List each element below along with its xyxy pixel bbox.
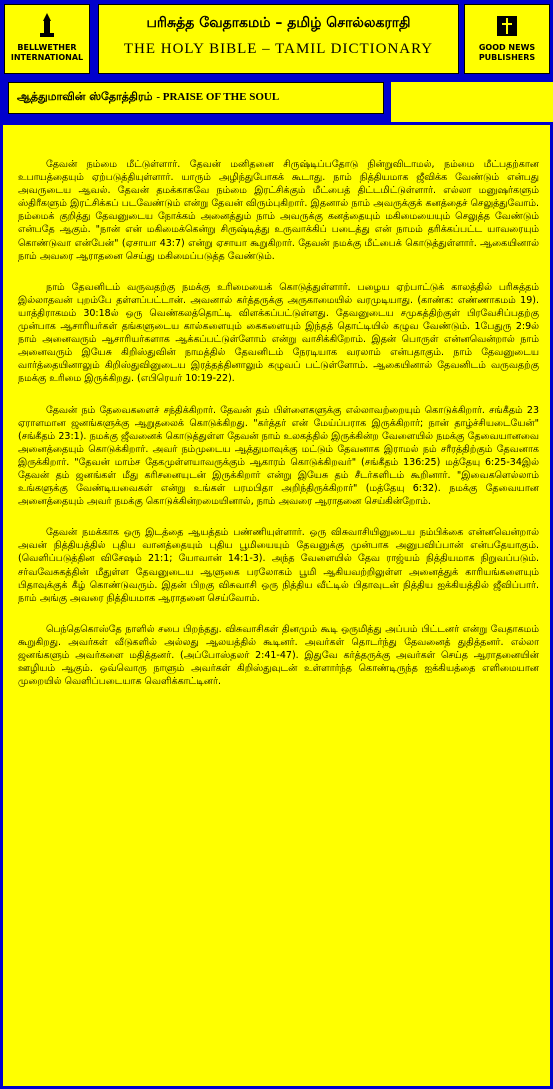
paragraph: தேவன் நமக்காக ஒரு இடத்தை ஆயத்தம் பண்ணியுள்ளார். ஒரு விசுவாசியினுடைய நம்பிக்கை என்னவென்றால் அவன் நித்தியத்தில் புதிய வானத்தையும் புதிய பூமியையும் தேவனுக்கு முன்பாக அனுபவிப்பான் என்பதேயாகும். (வெளிப்படுத்தின விசேஷம் 21:1; யோவான் 14:1-3). அந்த வேளையில் தேவ ராஜ்யம் நித்தியமாக நிறுவப்படும். சர்வவேசுகத்தின் மீதுள்ள தேவனுடைய ஆளுகை பரலோகம் பூமி ஆகியவற்றிலுள்ள அனைத்துக் காரியங்களையும் பிதாவுக்குக் கீழ் கொண்டுவரும். இதன் பிறகு விசுவாசி ஒரு நித்திய வீட்டில் பிதாவுடன் நித்திய ஐக்கியத்தில் ஜீவிப்பார். நாம் அங்கு அவரை நித்தியமாக ஆராதனை செய்வோம். xyxy=(18,527,539,604)
article-body xyxy=(18,158,539,706)
title-english: THE HOLY BIBLE – TAMIL DICTIONARY xyxy=(123,41,434,57)
left-logo-text: BELLWETHER INTERNATIONAL xyxy=(10,43,84,62)
book-icon xyxy=(492,11,522,41)
good-news-logo[interactable] xyxy=(464,4,550,74)
paragraph: நாம் தேவனிடம் வருவதற்கு நமக்கு உரிமையைக் கொடுத்துள்ளார். பழைய ஏற்பாட்டுக் காலத்தில் பரிசுத்தம் இல்லாதவன் புறம்பே தள்ளப்பட்டான். அவனால் கர்த்தருக்கு அருகாமையில் வரமுடியாது. (காண்க: எண்ணாகமம் 19). யாத்திராகமம் 30:18ல் ஒரு வெண்கலத்தொட்டி விளக்கப்பட்டுள்ளது. தேவனுடைய சமுகத்திற்குள் பிரவேசிப்பதற்கு முன்பாக ஆசாரியர்கள் தங்களுடைய கால்களையும் கைகளையும் இந்தத் தொட்டியில் கழுவ வேண்டும். 1பேதுரு 2:9ல் நாம் அனைவரும் ஆசாரியர்களாக ஆக்கப்பட்டுள்ளோம் என்று வாசிக்கிறோம். இதன் பொருள் என்னவென்றால் நாம் அனைவரும் இயேசு கிறிஸ்துவின் நாமத்தில் தேவனிடம் நேரடியாக வரலாம் என்பதாகும். நாம் தேவனுடைய வார்த்தையினாலும் கிறிஸ்துவினுடைய இரத்தத்தினாலும் கழுவப் பட்டுள்ளோம். ஆகையினால் தேவனிடம் வருவதற்கு நமக்கு உரிமை இருக்கிறது. (எபிரெயர் 10:19-22). xyxy=(18,281,539,385)
section-title-english: - PRAISE OF THE SOUL xyxy=(156,91,280,103)
section-title-tamil: ஆத்துமாவின் ஸ்தோத்திரம் xyxy=(17,90,153,103)
title-tamil: பரிசுத்த வேதாகமம் – தமிழ் சொல்லகராதி xyxy=(146,15,411,31)
bellwether-logo[interactable] xyxy=(4,4,90,74)
paragraph: தேவன் நம் தேவைகளைச் சந்திக்கிறார். தேவன் தம் பிள்ளைகளுக்கு எல்லாவற்றையும் கொடுக்கிறார். சங்கீதம் 23 ஏராளமான ஜனங்களுக்கு ஆறுதலைக் கொடுக்கிறது. "கர்த்தர் என் மேய்ப்பராக இருக்கிறார்; நான் தாழ்ச்சியடையேன்" (சங்கீதம் 23:1). நமக்கு ஜீவனைக் கொடுத்துள்ள தேவன் நாம் உலகத்தில் இருக்கின்ற வேளையில் நமக்கு தேவையானவை அனைத்தையும் கொடுக்கிறார். அவர் நம்முடைய ஆத்துமாவுக்கு மட்டும் தேவனாக இராமல் நம் சரீரத்திற்கும் தேவனாக இருக்கிறார். "தேவன் மாம்ச தேகமுள்ளயாவருக்கும் ஆகாரம் கொடுக்கிறவர்" (சங்கீதம் 136:25) மத்தேயு 6:25-34இல் தேவன் தம் ஜனங்கள் மீது கரிசனையுடன் இருக்கிறார் என்று இயேசு தம் சீடர்களிடம் கூறினார். "இவைகளெல்லாம் உங்களுக்கு வேண்டியவைகள் என்று உங்கள் பரமபிதா அறிந்திருக்கிறார்" (மத்தேயு 6:32). நமக்கு தேவையான அனைத்தையும் அவர் நமக்கு கொடுக்கின்றமையினால், நாம் அவரை ஆராதனை செய்கின்றோம். xyxy=(18,404,539,508)
right-logo-text: GOOD NEWS PUBLISHERS xyxy=(478,43,536,62)
section-title xyxy=(8,82,384,114)
paragraph: தேவன் நம்மை மீட்டுள்ளார். தேவன் மனிதனை சிருஷ்டிப்பதோடு நின்றுவிடாமல், நம்மை மீட்பதற்கான உபாயத்தையும் ஏற்படுத்தியுள்ளார். யாரும் அழிந்துபோகக் கூடாது. நாம் நித்தியமாக ஜீவிக்க வேண்டும் என்பது அவருடைய ஆவல். தேவன் தமக்காகவே நம்மை இரட்சிக்கும் மீட்பைத் திட்டமிட்டுள்ளார். எல்லா மனுஷர்களும் ஸ்திரீகளும் இரட்சிக்கப் படவேண்டும் என்று தேவன் விரும்புகிறார். இதனால் நாம் அவருக்குக் கனத்தைச் செலுத்துவோம். நம்மைக் குறித்து தேவனுடைய நோக்கம் அனைத்தும் நாம் அவருக்கு கனத்தையும் மகிமையையும் செலுத்த வேண்டும் என்பதே ஆகும். "நான் என் மகிமைக்கென்று சிருஷ்டித்து உருவாக்கிப் படைத்து என் நாமம் தரிக்கப்பட்ட யாவரையும் கொண்டுவா என்பேன்" (ஏசாயா 43:7) என்று ஏசாயா கூறுகிறார். தேவன் நமக்கு மீட்பைக் கொடுத்துள்ளார். ஆகையினால் நாம் அவரை ஆராதனை செய்து மகிமைப்படுத்த வேண்டும். xyxy=(18,159,539,262)
title-box xyxy=(98,4,459,74)
paragraph: பெந்தெகொஸ்தே நாளில் சபை பிறந்தது. விசுவாசிகள் தினமும் கூடி ஒருமித்து அப்பம் பிட்டனர் என்று வேதாகமம் கூறுகிறது. அவர்கள் வீடுகளில் அல்லது ஆலயத்தில் கூடினர். அவர்கள் தொடர்ந்து தேவனைத் துதித்தனர். எல்லா ஜனங்களும் அவர்களை மதித்தனர். (அப்போஸ்தலர் 2:41-47). இதுவே கர்த்தருக்கு அவர்கள் செய்த ஆராதனையின் ஊழியம் ஆகும். ஒவ்வொரு நாளும் அவர்கள் கிறிஸ்துவுடன் உள்ளார்ந்த கொண்டிருந்த ஐக்கியத்தை எளிமையான முறையில் வெளிப்படையாக வெளிக்காட்டினர். xyxy=(18,623,539,688)
lamp-icon xyxy=(32,11,62,41)
